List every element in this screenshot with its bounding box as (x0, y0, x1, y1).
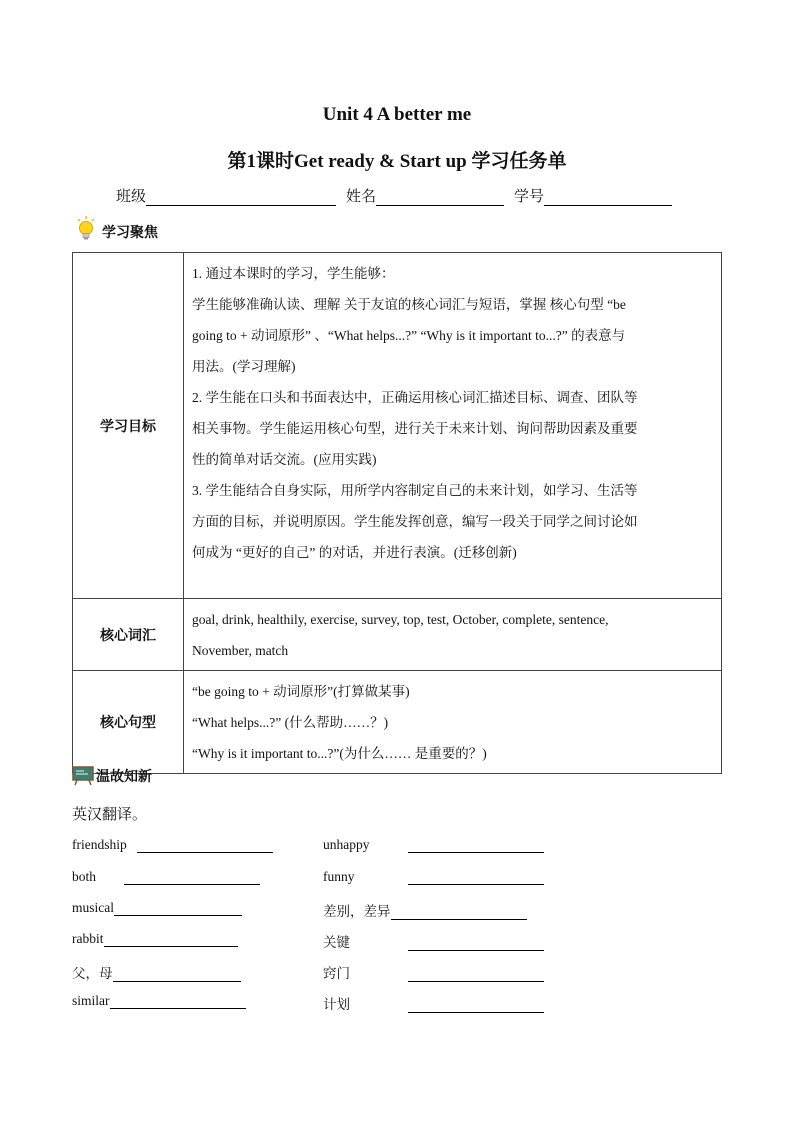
id-label: 学号 (514, 189, 545, 205)
vocab-item (72, 931, 238, 947)
vocab-word: 关键 (323, 935, 350, 950)
lightbulb-icon (76, 216, 96, 242)
text-line: “Why is it important to...?”(为什么…… 是重要的？) (192, 746, 487, 761)
vocab-item (72, 900, 242, 916)
text-line: 3. 学生能结合自身实际，用所学内容制定自己的未来计划，如学习、生活等 (192, 483, 638, 498)
text-line: 方面的目标，并说明原因。学生能发挥创意，编写一段关于同学之间讨论如 (192, 514, 638, 529)
vocab-word: funny (323, 869, 355, 884)
text-line: November, match (192, 643, 289, 658)
translation-instruction: 英汉翻译。 (72, 807, 148, 823)
text-line: 学生能够准确认读、理解 关于友谊的核心词汇与短语，掌握 核心句型 “be (192, 297, 626, 312)
name-label: 姓名 (346, 189, 377, 205)
answer-blank[interactable] (110, 994, 246, 1009)
vocab-word: friendship (72, 837, 127, 852)
vocabulary-content (184, 599, 722, 671)
vocab-item (323, 931, 544, 951)
vocab-word: 计划 (323, 997, 350, 1012)
row-label: 学习目标 (73, 253, 184, 599)
vocab-item (323, 900, 527, 920)
vocab-word: 差别，差异 (323, 904, 391, 919)
vocab-item (72, 993, 246, 1009)
learning-focus-table (72, 252, 722, 774)
page-subtitle: 第1课时Get ready & Start up 学习任务单 (227, 151, 567, 172)
vocab-word: rabbit (72, 931, 104, 946)
answer-blank[interactable] (114, 901, 242, 916)
answer-blank[interactable] (408, 936, 544, 951)
id-blank[interactable] (544, 189, 672, 206)
answer-blank[interactable] (408, 838, 544, 853)
vocab-item (323, 993, 544, 1013)
text-line: “What helps...?” (什么帮助……？) (192, 715, 389, 730)
vocab-item (72, 837, 273, 853)
blackboard-icon (72, 766, 94, 786)
sentences-content (184, 671, 722, 774)
table-row-objectives (73, 253, 722, 599)
table-row-vocabulary (73, 599, 722, 671)
text-line: 何成为 “更好的自己” 的对话，并进行表演。(迁移创新) (192, 545, 517, 560)
vocab-word: 窍门 (323, 966, 350, 981)
objectives-content (184, 253, 722, 599)
vocab-word: unhappy (323, 837, 370, 852)
answer-blank[interactable] (408, 998, 544, 1013)
vocab-word: both (72, 869, 97, 884)
answer-blank[interactable] (137, 838, 273, 853)
row-label: 核心句型 (73, 671, 184, 774)
answer-blank[interactable] (113, 967, 241, 982)
vocab-word: musical (72, 900, 114, 915)
review-heading-text: 温故知新 (96, 770, 152, 785)
text-line: 1. 通过本课时的学习，学生能够： (192, 266, 395, 281)
name-blank[interactable] (376, 189, 504, 206)
answer-blank[interactable] (124, 870, 260, 885)
text-line: 用法。(学习理解) (192, 359, 296, 374)
answer-blank[interactable] (104, 932, 238, 947)
table-row-sentences (73, 671, 722, 774)
class-blank[interactable] (146, 189, 336, 206)
focus-heading-text: 学习聚焦 (102, 226, 158, 241)
text-line: goal, drink, healthily, exercise, survey, top, test, October, complete, sentence, (192, 612, 609, 627)
answer-blank[interactable] (391, 905, 527, 920)
answer-blank[interactable] (408, 870, 544, 885)
text-line: 2. 学生能在口头和书面表达中，正确运用核心词汇描述目标、调查、团队等 (192, 390, 638, 405)
text-line: “be going to + 动词原形”(打算做某事) (192, 684, 410, 699)
class-label: 班级 (116, 189, 147, 205)
student-info-row (116, 185, 672, 206)
text-line: going to + 动词原形” 、“What helps...?” “Why is it important to...?” 的表意与 (192, 328, 626, 343)
page-title: Unit 4 A better me (322, 104, 472, 125)
text-line: 相关事物。学生能运用核心句型，进行关于未来计划、询问帮助因素及重要 (192, 421, 638, 436)
vocab-item (72, 869, 260, 885)
row-label: 核心词汇 (73, 599, 184, 671)
text-line: 性的简单对话交流。(应用实践) (192, 452, 377, 467)
vocab-item (323, 837, 544, 853)
vocab-word: similar (72, 993, 110, 1008)
review-heading (72, 766, 152, 786)
vocab-item (323, 962, 544, 982)
focus-heading (76, 216, 158, 242)
vocab-item (323, 869, 544, 885)
answer-blank[interactable] (408, 967, 544, 982)
vocab-word: 父，母 (72, 966, 113, 981)
vocab-item (72, 962, 241, 982)
